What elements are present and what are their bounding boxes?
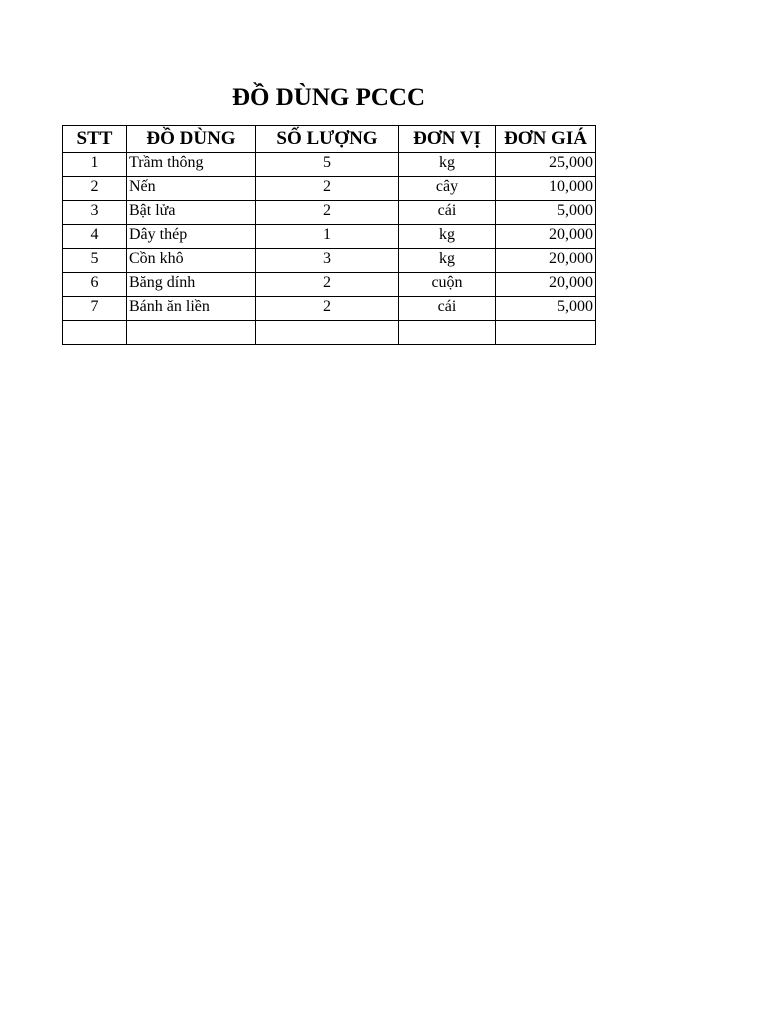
cell-unit: cái bbox=[399, 201, 496, 225]
cell-quantity: 2 bbox=[256, 177, 399, 201]
cell-item: Trầm thông bbox=[127, 153, 256, 177]
table-row bbox=[63, 273, 596, 297]
table-row bbox=[63, 249, 596, 273]
cell-item: Cồn khô bbox=[127, 249, 256, 273]
cell-price: 20,000 bbox=[496, 273, 596, 297]
table-row bbox=[63, 177, 596, 201]
cell-stt: 5 bbox=[63, 249, 127, 273]
cell-price: 20,000 bbox=[496, 249, 596, 273]
cell-unit: cây bbox=[399, 177, 496, 201]
cell-unit: kg bbox=[399, 249, 496, 273]
sheet-title: ĐỒ DÙNG PCCC bbox=[231, 84, 426, 111]
cell-quantity: 3 bbox=[256, 249, 399, 273]
cell-stt: 6 bbox=[63, 273, 127, 297]
cell-stt: 4 bbox=[63, 225, 127, 249]
cell-price: 5,000 bbox=[496, 201, 596, 225]
header-stt: STT bbox=[63, 126, 127, 153]
cell-stt: 2 bbox=[63, 177, 127, 201]
empty-row bbox=[63, 321, 596, 345]
cell-unit: cuộn bbox=[399, 273, 496, 297]
cell-quantity: 2 bbox=[256, 273, 399, 297]
cell-item: Bật lửa bbox=[127, 201, 256, 225]
table-row bbox=[63, 225, 596, 249]
cell-unit: kg bbox=[399, 225, 496, 249]
table-row bbox=[63, 201, 596, 225]
cell-stt: 1 bbox=[63, 153, 127, 177]
cell-stt: 7 bbox=[63, 297, 127, 321]
cell-unit: kg bbox=[399, 153, 496, 177]
header-unit: ĐƠN VỊ bbox=[399, 126, 496, 153]
empty-cell bbox=[399, 321, 496, 345]
cell-price: 5,000 bbox=[496, 297, 596, 321]
cell-price: 20,000 bbox=[496, 225, 596, 249]
table-row bbox=[63, 153, 596, 177]
header-item: ĐỒ DÙNG bbox=[127, 126, 256, 153]
cell-unit: cái bbox=[399, 297, 496, 321]
cell-item: Bánh ăn liền bbox=[127, 297, 256, 321]
items-table bbox=[62, 125, 596, 345]
header-price: ĐƠN GIÁ bbox=[496, 126, 596, 153]
cell-stt: 3 bbox=[63, 201, 127, 225]
cell-item: Nến bbox=[127, 177, 256, 201]
cell-quantity: 1 bbox=[256, 225, 399, 249]
cell-item: Băng dính bbox=[127, 273, 256, 297]
cell-quantity: 5 bbox=[256, 153, 399, 177]
cell-quantity: 2 bbox=[256, 297, 399, 321]
empty-cell bbox=[496, 321, 596, 345]
empty-cell bbox=[256, 321, 399, 345]
cell-price: 25,000 bbox=[496, 153, 596, 177]
cell-price: 10,000 bbox=[496, 177, 596, 201]
header-quantity: SỐ LƯỢNG bbox=[256, 126, 399, 153]
cell-quantity: 2 bbox=[256, 201, 399, 225]
header-row bbox=[63, 126, 596, 153]
empty-cell bbox=[63, 321, 127, 345]
table-row bbox=[63, 297, 596, 321]
empty-cell bbox=[127, 321, 256, 345]
cell-item: Dây thép bbox=[127, 225, 256, 249]
